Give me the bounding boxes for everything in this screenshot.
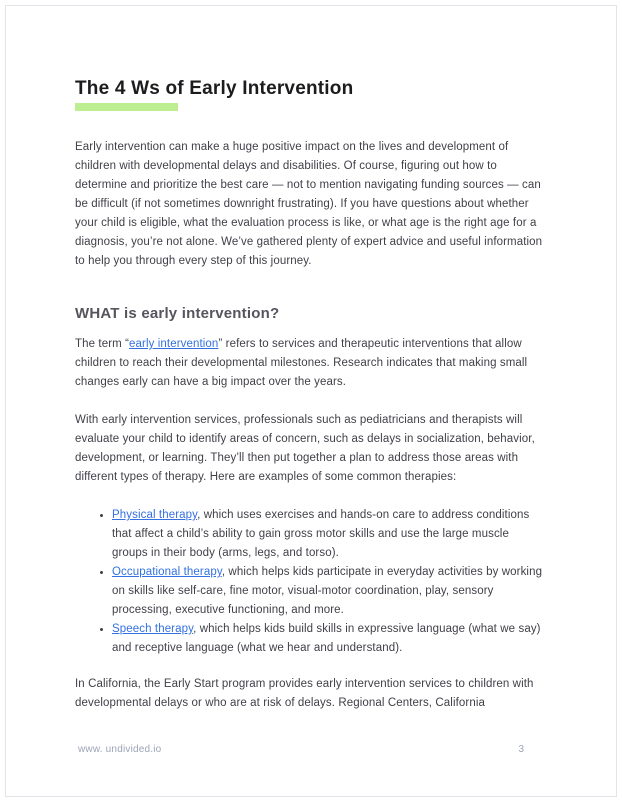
list-item-occupational-therapy (112, 563, 547, 620)
definition-text-suffix: ” refers to services and therapeutic interventions that allow children to reach their developmental milestones. Research indicates that making small changes early can have a big impact over the years. (75, 338, 528, 388)
occupational-therapy-text: , which helps kids participate in everyday activities by working on skills like self-care, fine motor, visual-motor coordination, play, sensory processing, executive functioning, and more. (112, 566, 543, 616)
early-intervention-link[interactable]: early intervention (129, 338, 219, 350)
physical-therapy-link[interactable]: Physical therapy (112, 509, 198, 521)
physical-therapy-text: , which uses exercises and hands-on care to address conditions that affect a child’s ability to gain gross motor skills and use the large muscle groups in their body (arms, legs, and torso). (112, 509, 530, 559)
list-item-speech-therapy (112, 620, 547, 658)
speech-therapy-text: , which helps kids build skills in expressive language (what we say) and receptive language (what we hear and understand). (112, 623, 541, 654)
therapy-bullet-list (75, 506, 547, 658)
intro-paragraph: Early intervention can make a huge positive impact on the lives and development of children with developmental delays and disabilities. Of course, figuring out how to determine and prioritize the best care — not to mention navigating funding sources — can be difficult (if not sometimes downright frustrating). If you have questions about whether your child is eligible, what the evaluation process is like, or what age is the right age for a diagnosis, you’re not alone. We’ve gathered plenty of expert advice and useful information to help you through every step of this journey. (75, 141, 543, 267)
speech-therapy-link[interactable]: Speech therapy (112, 623, 194, 635)
document-content (75, 78, 547, 713)
title-underline-accent (75, 103, 178, 111)
definition-text-prefix: The term “ (75, 338, 130, 350)
section-heading-what-is-early-intervention: WHAT is early intervention? (75, 305, 280, 322)
page-number: 3 (518, 744, 524, 755)
definition-paragraph (75, 335, 547, 392)
page-footer (78, 744, 524, 755)
footer-website-url: www. undivided.io (78, 744, 162, 755)
closing-paragraph: In California, the Early Start program provides early intervention services to children with developmental delays or who are at risk of delays. Regional Centers, California (75, 678, 534, 709)
services-paragraph: With early intervention services, professionals such as pediatricians and therapists will evaluate your child to identify areas of concern, such as delays in socialization, behavior, development, or learning. They’ll then put together a plan to address those areas with different types of therapy. Here are examples of some common therapies: (75, 414, 535, 483)
list-item-physical-therapy (112, 506, 547, 563)
occupational-therapy-link[interactable]: Occupational therapy (112, 566, 222, 578)
page-title: The 4 Ws of Early Intervention (75, 78, 354, 99)
